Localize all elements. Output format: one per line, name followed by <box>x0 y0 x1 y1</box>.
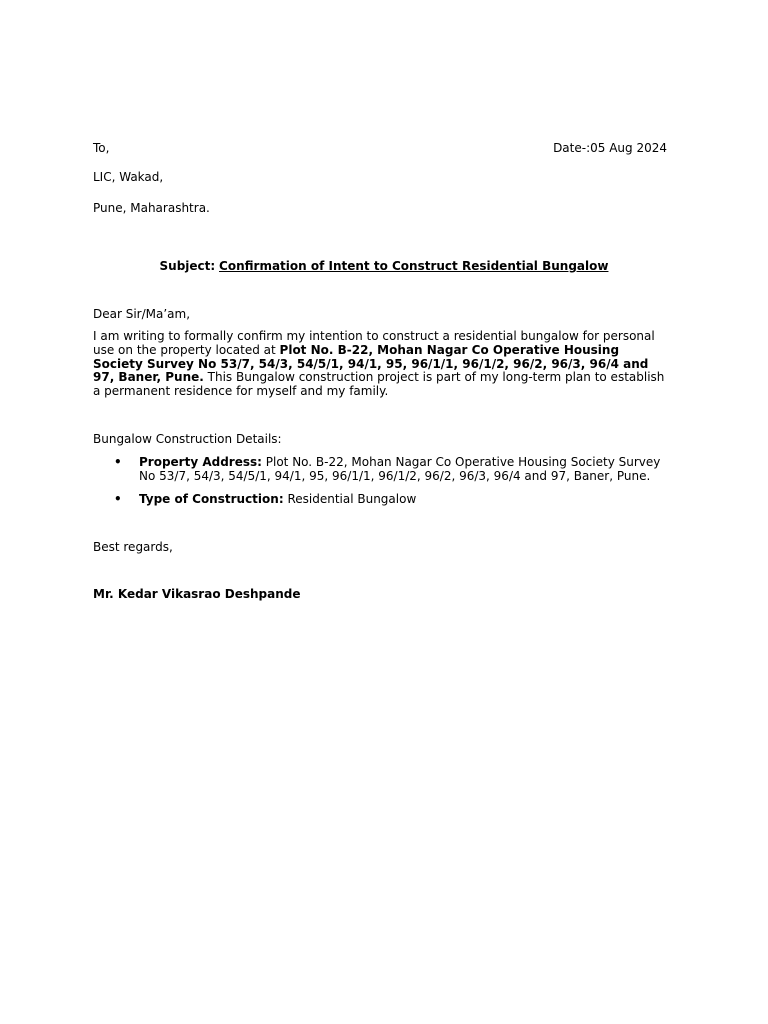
detail-value: Plot No. B-22, Mohan Nagar Co Operative Housing Society Survey No 53/7, 54/3, 54/5/1, 94/1, 95, 96/1/1, 96/1/2, 96/2, 96/3, 96/4 and 97, Baner, Pune. <box>139 455 661 483</box>
letter-date: Date-:05 Aug 2024 <box>553 141 667 155</box>
bullet-icon: • <box>114 492 122 506</box>
subject-line <box>0 259 768 273</box>
list-item-construction-type <box>93 492 673 506</box>
closing: Best regards, <box>93 540 173 554</box>
list-item-property-address <box>93 455 673 483</box>
subject-label: Subject: <box>159 259 216 273</box>
bullet-icon: • <box>114 455 122 469</box>
detail-label: Property Address: <box>139 455 262 469</box>
recipient-address-line1: LIC, Wakad, <box>93 170 164 184</box>
recipient-address-line2: Pune, Maharashtra. <box>93 201 210 215</box>
body-intro: I am writing to formally confirm my intention to construct a residential bungalow for personal use on the property located at <box>93 329 655 357</box>
recipient-to: To, <box>93 141 110 155</box>
subject-text: Confirmation of Intent to Construct Residential Bungalow <box>219 259 609 273</box>
signature-name: Mr. Kedar Vikasrao Deshpande <box>93 587 301 601</box>
salutation: Dear Sir/Ma’am, <box>93 307 191 321</box>
body-property: Plot No. B-22, Mohan Nagar Co Operative Housing Society Survey No 53/7, 54/3, 54/5/1, 94/1, 95, 96/1/1, 96/1/2, 96/2, 96/3, 96/4 and 97, Baner, Pune. <box>93 342 649 385</box>
detail-label: Type of Construction: <box>139 492 284 506</box>
details-list <box>93 455 673 515</box>
details-heading: Bungalow Construction Details: <box>93 432 282 446</box>
detail-value: Residential Bungalow <box>283 492 417 506</box>
body-paragraph <box>93 330 673 399</box>
body-rest: This Bungalow construction project is part of my long-term plan to establish a permanent residence for myself and my family. <box>93 370 665 399</box>
